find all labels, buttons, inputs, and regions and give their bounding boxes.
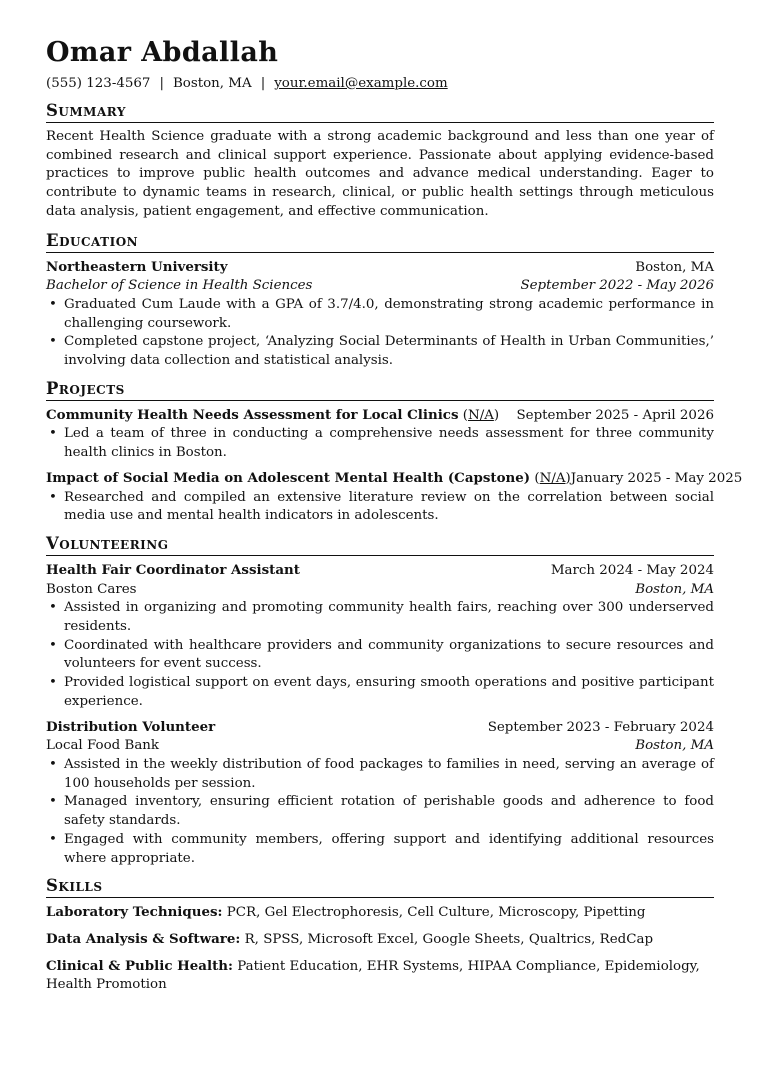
skill-label: Clinical & Public Health: [46,957,233,974]
bullet-item: • Provided logistical support on event days, ensuring smooth operations and positive participant experience. [64,674,714,711]
institution-name: Northeastern University [46,258,228,275]
volunteering-section [46,561,714,868]
education-section [46,258,714,371]
bullet-item: • Assisted in the weekly distribution of food packages to families in need, serving an average of 100 households per session. [64,756,714,793]
skill-value: Patient Education, EHR Systems, HIPAA Compliance, Epidemiology, Health Promotion [46,958,700,993]
section-title-projects: Projects [46,379,714,401]
section-title-summary: Summary [46,101,714,123]
project-title-group: Community Health Needs Assessment for Local Clinics (N/A) [46,406,500,423]
skill-value: PCR, Gel Electrophoresis, Cell Culture, Microscopy, Pipetting [226,905,646,921]
bullet-item: • Coordinated with healthcare providers and community organizations to secure resources and volunteers for event success. [64,637,714,674]
volunteer-organization: Boston Cares [46,581,137,597]
project-name: Impact of Social Media on Adolescent Mental Health (Capstone) [46,469,531,486]
contact-line [46,75,714,93]
project-bullets [46,425,714,462]
email-link[interactable]: your.email@example.com [274,76,448,91]
candidate-name: Omar Abdallah [46,37,279,68]
bullet-item: • Completed capstone project, ‘Analyzing Social Determinants of Health in Urban Communities,’ involving data collection and statistical analysis. [64,333,714,370]
project-name: Community Health Needs Assessment for Local Clinics [46,406,459,423]
project-entry [46,406,714,463]
skill-row [46,903,714,923]
section-title-volunteering: Volunteering [46,534,714,556]
skill-label: Data Analysis & Software: [46,930,241,947]
bullet-item: • Engaged with community members, offering support and identifying additional resources where appropriate. [64,831,714,868]
volunteer-role: Health Fair Coordinator Assistant [46,561,300,578]
phone-number: (555) 123-4567 [46,76,151,91]
project-dates: September 2025 - April 2026 [516,407,714,423]
bullet-item: • Led a team of three in conducting a comprehensive needs assessment for three community health clinics in Boston. [64,425,714,462]
bullet-item: • Assisted in organizing and promoting community health fairs, reaching over 300 underserved residents. [64,599,714,636]
volunteer-organization: Local Food Bank [46,738,160,754]
volunteering-org-row [46,581,714,600]
volunteer-dates: September 2023 - February 2024 [487,719,714,735]
section-title-skills: Skills [46,876,714,898]
skills-section [46,903,714,995]
volunteering-header-row [46,718,714,738]
skill-row [46,957,714,995]
volunteer-location: Boston, MA [635,738,714,754]
project-title-group: Impact of Social Media on Adolescent Mental Health (Capstone) (N/A) [46,469,571,486]
volunteer-dates: March 2024 - May 2024 [550,562,714,578]
bullet-item: • Researched and compiled an extensive literature review on the correlation between social media use and mental health indicators in adolescents. [64,489,714,526]
education-degree-row [46,277,714,296]
education-dates: September 2022 - May 2026 [520,278,714,294]
contact-separator: | [159,76,164,91]
project-dates: January 2025 - May 2025 [570,470,743,486]
project-link[interactable]: N/A [467,407,494,423]
project-link[interactable]: N/A [539,470,566,486]
volunteering-bullets [46,756,714,868]
project-entry [46,469,743,526]
location: Boston, MA [172,76,252,91]
project-bullets [46,489,714,526]
bullet-item: • Managed inventory, ensuring efficient rotation of perishable goods and adherence to food safety standards. [64,793,714,830]
volunteering-entry [46,718,714,869]
education-bullets [46,296,714,371]
volunteering-header-row [46,561,714,581]
volunteer-location: Boston, MA [635,581,714,597]
skill-value: R, SPSS, Microsoft Excel, Google Sheets, Qualtrics, RedCap [244,931,654,947]
education-entry [46,258,714,371]
summary-text: Recent Health Science graduate with a strong academic background and less than one year of combined research and clinical support experience. Passionate about applying evidence-based practices to improve public health outcomes and advance medical understanding. Eager to contribute to dynamic teams in research, clinical, or public health settings through meticulous data analysis, patient engagement, and effective communication. [46,129,714,219]
section-title-education: Education [46,231,714,253]
project-header-row [46,406,714,426]
skill-label: Laboratory Techniques: [46,904,223,921]
volunteer-role: Distribution Volunteer [46,718,216,735]
institution-location: Boston, MA [635,259,714,275]
volunteering-bullets [46,599,714,711]
skill-row [46,930,714,950]
project-header-row [46,469,743,489]
contact-separator: | [260,76,266,91]
volunteering-entry [46,561,714,712]
bullet-item: • Graduated Cum Laude with a GPA of 3.7/4.0, demonstrating strong academic performance in challenging coursework. [64,296,714,333]
degree-name: Bachelor of Science in Health Sciences [46,278,313,294]
volunteering-org-row [46,737,714,756]
education-header-row [46,258,714,278]
projects-section [46,406,743,526]
